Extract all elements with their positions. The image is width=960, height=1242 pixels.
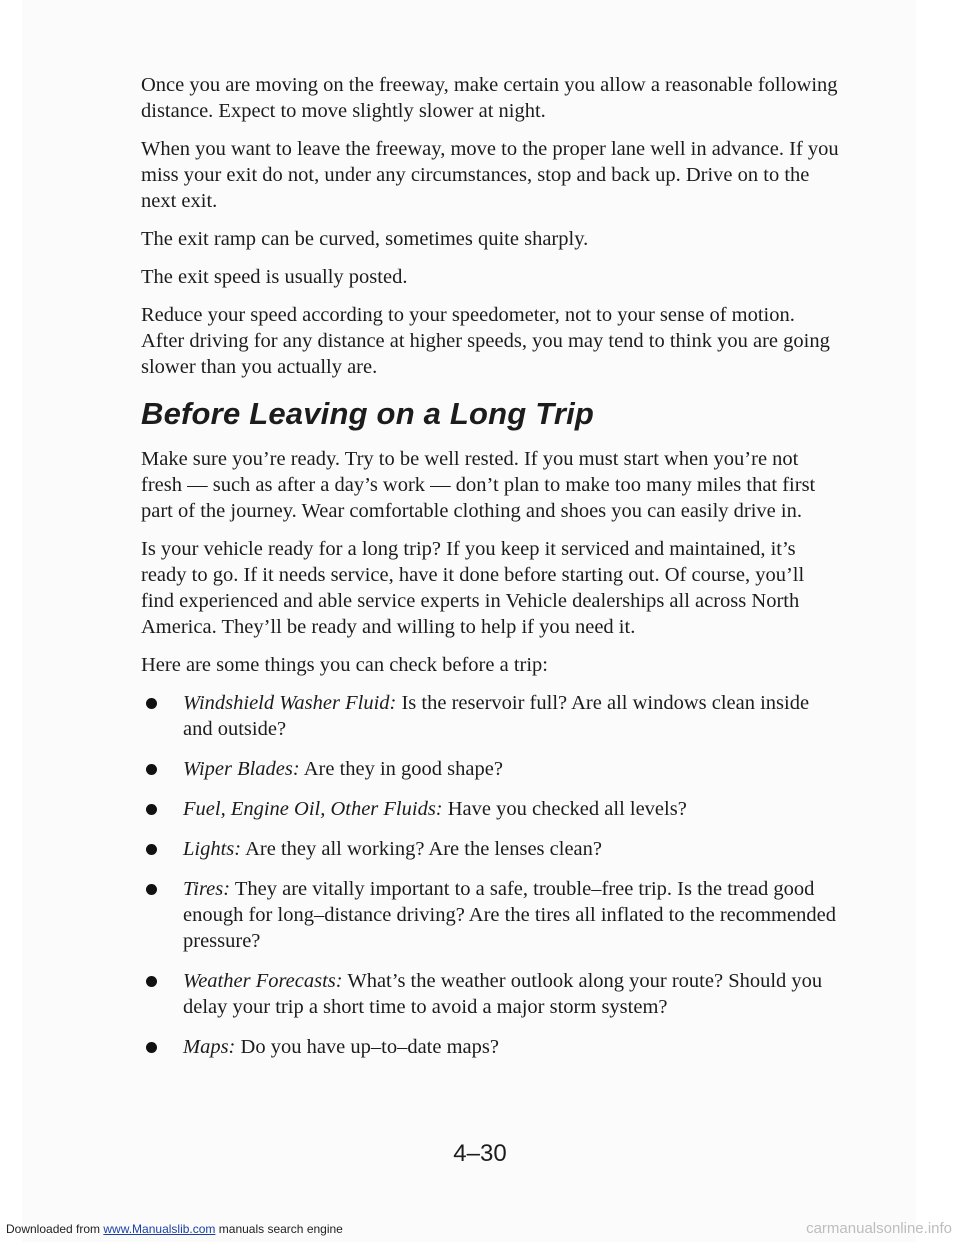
list-item: [141, 968, 841, 1020]
paragraph-checklist-intro: Here are some things you can check before a trip:: [141, 654, 548, 676]
checklist-term: Maps:: [183, 1036, 236, 1058]
manualslib-link[interactable]: www.Manualslib.com: [103, 1222, 216, 1236]
footer-prefix: Downloaded from: [6, 1222, 104, 1236]
checklist-text: Are they in good shape?: [299, 758, 503, 780]
checklist-term: Lights:: [183, 838, 242, 860]
paragraph-exit-ramp: The exit ramp can be curved, sometimes quite sharply.: [141, 228, 589, 250]
checklist-text: They are vitally important to a safe, trouble–free trip. Is the tread good enough for long–distance driving? Are the tires all inflated to the recommended pressure?: [183, 878, 836, 952]
list-item: [141, 756, 841, 782]
footer-suffix: manuals search engine: [215, 1222, 343, 1236]
checklist-term: Weather Forecasts:: [183, 970, 343, 992]
trip-checklist: [141, 690, 841, 1060]
checklist-text: Do you have up–to–date maps?: [235, 1036, 499, 1058]
checklist-term: Windshield Washer Fluid:: [183, 692, 397, 714]
checklist-text: Are they all working? Are the lenses clean?: [241, 838, 603, 860]
bullet-icon: [146, 698, 157, 709]
paragraph-exit-speed: The exit speed is usually posted.: [141, 266, 408, 288]
page-number: 4–30: [453, 1140, 507, 1167]
list-item: [141, 796, 841, 822]
watermark: carmanualsonline.info: [806, 1220, 952, 1237]
checklist-term: Tires:: [183, 878, 231, 900]
bullet-icon: [146, 884, 157, 895]
paragraph-leaving-freeway: When you want to leave the freeway, move to the proper lane well in advance. If you miss your exit do not, under any circumstances, stop and back up. Drive on to the next exit.: [141, 138, 839, 212]
download-footer: [6, 1222, 343, 1236]
paragraph-following-distance: Once you are moving on the freeway, make certain you allow a reasonable following distance. Expect to move slightly slower at night.: [141, 74, 838, 122]
paragraph-vehicle-ready: Is your vehicle ready for a long trip? If you keep it serviced and maintained, it’s ready to go. If it needs service, have it done before starting out. Of course, you’ll find experienced and able service experts in Vehicle dealerships all across North America. They’ll be ready and willing to help if you need it.: [141, 538, 805, 638]
checklist-text: Is the reservoir full? Are all windows clean inside and outside?: [183, 692, 810, 740]
bullet-icon: [146, 764, 157, 775]
list-item: [141, 690, 841, 742]
paragraph-be-ready: Make sure you’re ready. Try to be well rested. If you must start when you’re not fresh — such as after a day’s work — don’t plan to make too many miles that first part of the journey. Wear comfortable clothing and shoes you can easily drive in.: [141, 448, 816, 522]
section-heading: Before Leaving on a Long Trip: [141, 396, 595, 431]
checklist-term: Wiper Blades:: [183, 758, 300, 780]
checklist-term: Fuel, Engine Oil, Other Fluids:: [183, 798, 443, 820]
checklist-text: What’s the weather outlook along your route? Should you delay your trip a short time to avoid a major storm system?: [183, 970, 823, 1018]
bullet-icon: [146, 976, 157, 987]
bullet-icon: [146, 804, 157, 815]
manual-page: [22, 0, 916, 1242]
paragraph-reduce-speed: Reduce your speed according to your speedometer, not to your sense of motion. After driving for any distance at higher speeds, you may tend to think you are going slower than you actually are.: [141, 304, 830, 378]
list-item: [141, 836, 841, 862]
bullet-icon: [146, 1042, 157, 1053]
bullet-icon: [146, 844, 157, 855]
page-content: [141, 72, 841, 1074]
list-item: [141, 876, 841, 954]
checklist-text: Have you checked all levels?: [442, 798, 687, 820]
list-item: [141, 1034, 841, 1060]
